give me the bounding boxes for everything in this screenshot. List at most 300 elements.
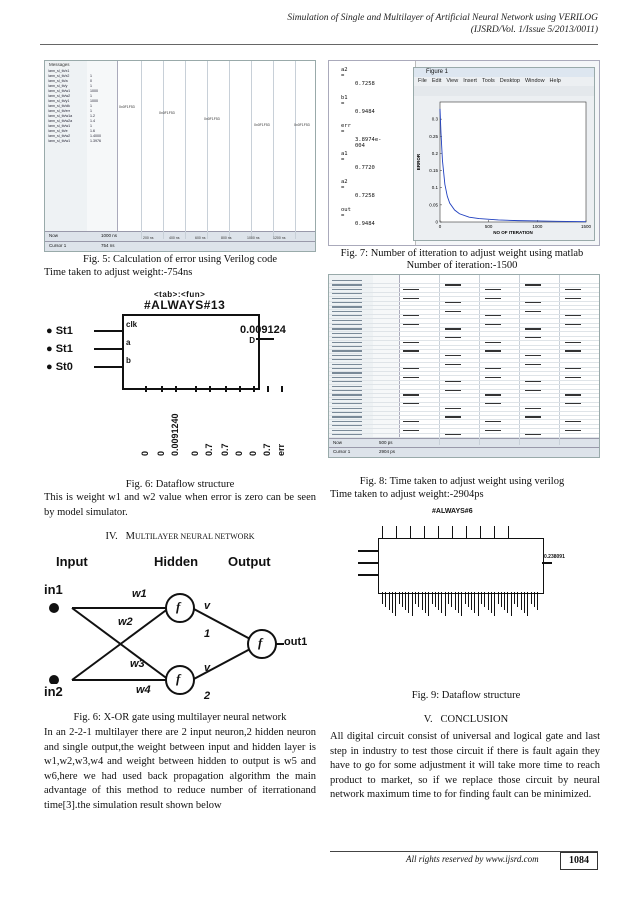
signal-value-mark — [565, 403, 581, 404]
signal-value-mark — [403, 421, 419, 422]
fig9-pin — [392, 592, 393, 613]
fig9-pin — [468, 592, 469, 607]
signal-value: 1 — [90, 124, 92, 128]
bottom-pin — [239, 386, 241, 392]
signal-value-mark — [485, 298, 501, 299]
signal-name-bar — [332, 416, 362, 417]
fig9-pin — [435, 592, 436, 607]
signal-value-mark — [565, 430, 581, 431]
mlp-diagram — [44, 550, 316, 710]
signal-name-bar — [332, 408, 362, 409]
signal-name-bar — [332, 386, 362, 387]
signal-value: 1 — [90, 84, 92, 88]
fig9-pin — [465, 592, 466, 604]
signal-value-mark — [565, 421, 581, 422]
signal-value-mark — [403, 350, 419, 351]
fig9-pin — [527, 592, 528, 616]
bottom-pin — [281, 386, 283, 392]
label-in1: in1 — [44, 582, 63, 597]
error-chart — [414, 98, 594, 246]
signal-value: 1.4 — [90, 119, 95, 123]
signal-name-bar — [332, 372, 362, 373]
signal-name-bar — [332, 328, 362, 329]
signal-value-mark — [525, 408, 541, 409]
fig9-block-title: #ALWAYS#6 — [432, 508, 473, 515]
fig7-caption: Fig. 7: Number of itteration to adjust weight using matlab Number of iteration:-1500 — [340, 248, 584, 271]
cmd-line: 0.9484 — [355, 109, 375, 115]
signal-value-mark — [485, 315, 501, 316]
signal-value-mark — [485, 368, 501, 369]
signal-name: /ann_sl_tb/e — [48, 129, 68, 133]
signal-value: 1.3976 — [90, 139, 101, 143]
signal-value-mark — [445, 408, 461, 409]
fig5-status-bar: Now 1000 ns — [45, 231, 315, 241]
fig9-top-pin — [508, 526, 509, 538]
label-v: v — [204, 600, 211, 612]
y-axis-label: ERROR — [416, 153, 421, 171]
signal-name: /ann_sl_tb/y — [48, 84, 68, 88]
time-tick: 600 ns — [195, 236, 206, 240]
signal-value-mark — [565, 298, 581, 299]
signal-value-mark — [445, 328, 461, 329]
fig9-always-block — [378, 538, 544, 594]
signal-name: /ann_sl_tb/w1a — [48, 114, 73, 118]
fig8-status-bar: Now 500 ps — [329, 438, 599, 448]
input-node-1 — [49, 603, 59, 613]
signal-name-bar — [332, 311, 362, 312]
signal-value-mark — [445, 364, 461, 365]
fig9-pin — [422, 592, 423, 610]
fig5-signal-values — [87, 61, 118, 251]
cmd-line: 0.7258 — [355, 81, 375, 87]
cmd-line: 0.7258 — [355, 193, 375, 199]
x-tick-label: 500 — [484, 224, 493, 229]
signal-name: /ann_sl_tb/y1 — [48, 99, 70, 103]
signal-name-bar — [332, 399, 362, 400]
signal-value-mark — [485, 403, 501, 404]
fig9-pin — [517, 592, 518, 607]
signal-value-mark — [485, 377, 501, 378]
signal-name: /ann_sl_tb/w1 — [48, 124, 71, 128]
y-tick-label: 0.05 — [429, 202, 438, 208]
bottom-label: 0 — [190, 450, 200, 456]
fig9-pin — [455, 592, 456, 610]
signal-name: /ann_sl_tb/w2 — [48, 134, 71, 138]
x-axis-label: NO OF ITERATION — [493, 230, 533, 235]
time-tick: 400 ns — [169, 236, 180, 240]
menu-window[interactable]: Window — [524, 78, 545, 84]
edge-v2 — [192, 648, 252, 680]
fig6-wire-3 — [94, 366, 122, 368]
signal-name: /ann_sl_tb/w2 — [48, 94, 71, 98]
signal-value-mark — [525, 434, 541, 435]
signal-value-mark — [485, 350, 501, 351]
fig6b-caption: Fig. 6: X-OR gate using multilayer neural network — [73, 712, 287, 723]
fig9-pin — [531, 592, 532, 604]
signal-name-bar — [332, 315, 362, 316]
bus-value: 0x0F1F53 — [119, 105, 135, 109]
fig9-pin — [478, 592, 479, 616]
signal-value-mark — [565, 342, 581, 343]
fig9-pin — [451, 592, 452, 607]
bottom-label: 0 — [140, 450, 150, 456]
signal-value-mark — [525, 355, 541, 356]
signal-value-mark — [445, 302, 461, 303]
signal-value-mark — [525, 284, 541, 285]
fig9-pin — [418, 592, 419, 607]
fig6-dataflow — [44, 290, 316, 476]
signal-value-mark — [525, 390, 541, 391]
signal-name-bar — [332, 390, 362, 391]
signal-name-bar — [332, 346, 362, 347]
y-tick-label: 0.1 — [431, 185, 438, 191]
bottom-pin — [225, 386, 227, 392]
fig9-pin — [514, 592, 515, 604]
fig8-cursor-bar: Cursor 1 2904 ps — [329, 447, 599, 457]
cmd-line: 0.9484 — [355, 221, 375, 227]
signal-value: 1000 — [90, 89, 98, 93]
fig6-block-sub: <tab>:<fun> — [154, 290, 206, 299]
signal-name-bar — [332, 342, 362, 343]
edge-v1 — [192, 608, 252, 640]
signal-value-mark — [525, 381, 541, 382]
signal-name-bar — [332, 403, 362, 404]
signal-name-bar — [332, 350, 362, 351]
signal-name-bar — [332, 298, 362, 299]
bottom-label: err — [276, 443, 286, 456]
bottom-pin — [209, 386, 211, 392]
fig9-pin — [511, 592, 512, 616]
fig9-out-wire — [542, 562, 552, 564]
output-f: f — [258, 635, 263, 650]
fig5-waveform — [44, 60, 316, 252]
signal-value-mark — [403, 324, 419, 325]
fig9-pin — [458, 592, 459, 613]
signal-value-mark — [565, 394, 581, 395]
signal-name-bar — [332, 359, 362, 360]
signal-name: /ann_sl_tb/clk — [48, 104, 70, 108]
fig9-pin — [491, 592, 492, 613]
fig7-matlab — [328, 60, 600, 246]
label-v2: v — [204, 662, 211, 674]
signal-value: 1.6 — [90, 129, 95, 133]
x-tick-label: 0 — [438, 224, 442, 229]
time-tick: 1000 ns — [247, 236, 260, 240]
signal-value-mark — [445, 284, 461, 285]
signal-value-mark — [485, 342, 501, 343]
fig9-top-pin — [396, 526, 397, 538]
fig9-top-pin — [480, 526, 481, 538]
fig9-pin — [385, 592, 386, 607]
fig9-pin — [425, 592, 426, 613]
fig9-pin — [501, 592, 502, 607]
time-weight-754: Time taken to adjust weight:-754ns — [44, 267, 193, 278]
fig9-pin — [412, 592, 413, 616]
fig5-cursor-bar: Cursor 1 754 ns — [45, 241, 315, 251]
signal-value: 1 — [90, 94, 92, 98]
signal-value-mark — [403, 377, 419, 378]
signal-name-bar — [332, 412, 362, 413]
fig9-pin — [438, 592, 439, 610]
fig8-waveform — [328, 274, 600, 458]
header-title: Simulation of Single and Multilayer of Artificial Neural Network using VERILOG — [287, 13, 598, 23]
cmd-line: a2 = — [341, 179, 348, 191]
fig9-pin — [474, 592, 475, 613]
matlab-command-window — [329, 61, 416, 245]
fig9-pin — [537, 592, 538, 610]
cmd-line: out = — [341, 207, 351, 219]
fig9-pin — [382, 592, 383, 604]
y-tick-label: 0.25 — [429, 133, 438, 139]
fig9-pin — [494, 592, 495, 616]
signal-row — [329, 433, 599, 438]
bus-value: 0x0F1F53 — [159, 111, 175, 115]
footer-site-link[interactable]: www.ijsrd.com — [485, 854, 539, 864]
para-w1-w2: This is weight w1 and w2 value when error is zero can be seen by model simulator. — [44, 492, 316, 518]
fig9-top-pin — [452, 526, 453, 538]
signal-name-bar — [332, 434, 362, 435]
label-input: Input — [56, 554, 88, 569]
fig9-pin — [504, 592, 505, 610]
menu-edit[interactable]: Edit — [431, 78, 442, 84]
signal-value-mark — [403, 403, 419, 404]
signal-name-bar — [332, 302, 362, 303]
signal-value-mark — [485, 394, 501, 395]
bottom-label: 0.7 — [220, 443, 230, 456]
signal-name-bar — [332, 333, 362, 334]
signal-name: /ann_sl_tb/x2 — [48, 74, 70, 78]
bottom-label: 0.7 — [204, 443, 214, 456]
grid-line — [251, 61, 252, 239]
fig6-caption: Fig. 6: Dataflow structure — [125, 479, 235, 490]
fig9-top-pin — [494, 526, 495, 538]
fig9-pin — [445, 592, 446, 616]
signal-name: /ann_sl_tb/a — [48, 79, 68, 83]
fig9-dataflow — [330, 506, 598, 686]
bottom-pin — [175, 386, 177, 392]
fig5-signal-names — [45, 61, 88, 251]
bottom-label: 0 — [156, 450, 166, 456]
figure-title: Figure 1 — [414, 68, 594, 77]
fig9-pin — [405, 592, 406, 610]
fig6-port-a: a — [126, 338, 131, 347]
signal-name-bar — [332, 425, 362, 426]
signal-value: 1 — [90, 74, 92, 78]
signal-value-mark — [485, 289, 501, 290]
y-tick-label: 0.3 — [431, 116, 438, 122]
fig6-wire-2 — [94, 348, 122, 350]
label-hidden: Hidden — [154, 554, 199, 569]
signal-value-mark — [403, 394, 419, 395]
bus-value: 0x0F1F53 — [294, 123, 310, 127]
label-w3: w3 — [130, 658, 145, 670]
bottom-label: 0.0091240 — [170, 413, 180, 456]
label-1: 1 — [204, 628, 211, 640]
signal-value-mark — [403, 298, 419, 299]
para-conclusion: All digital circuit consist of universal and logical gate and last step in industry to test those circuit if there is fault again they have to go for some adjustment it will take more time to reach product to market, so if we replace those circuit by neural network maximum time to for finding fault can be minimized. — [330, 731, 600, 800]
fig9-pin — [481, 592, 482, 604]
cmd-line: err = — [341, 123, 351, 135]
signal-value-mark — [525, 416, 541, 417]
signal-name-bar — [332, 381, 362, 382]
signal-value-mark — [403, 315, 419, 316]
menu-insert[interactable]: Insert — [463, 78, 477, 84]
signal-value-mark — [403, 342, 419, 343]
menu-file[interactable]: File — [418, 78, 427, 84]
fig9-caption: Fig. 9: Dataflow structure — [411, 690, 521, 701]
bottom-pin — [161, 386, 163, 392]
bottom-pin — [195, 386, 197, 392]
y-tick-label: 0.2 — [431, 150, 438, 156]
signal-value-mark — [403, 368, 419, 369]
signal-value-mark — [485, 430, 501, 431]
bottom-label: 0.7 — [262, 443, 272, 456]
signal-name-bar — [332, 320, 362, 321]
signal-value-mark — [445, 311, 461, 312]
fig6-wire-1 — [94, 330, 122, 332]
signal-value: 1 — [90, 104, 92, 108]
grid-line — [229, 61, 230, 239]
signal-value-mark — [565, 324, 581, 325]
fig6-port-b: b — [126, 356, 131, 365]
menu-desktop[interactable]: Desktop — [499, 78, 520, 84]
cmd-line: 3.8974e-004 — [355, 137, 382, 149]
signal-name: /ann_sl_tb/x1 — [48, 69, 70, 73]
signal-value-mark — [485, 324, 501, 325]
signal-name-bar — [332, 280, 362, 281]
x-tick-label: 1500 — [580, 224, 592, 229]
fig9-pin — [534, 592, 535, 607]
fig9-pin — [524, 592, 525, 613]
signal-name-bar — [332, 368, 362, 369]
signal-name: /ann_sl_tb/err — [48, 109, 70, 113]
signal-value-mark — [565, 289, 581, 290]
fig8-caption: Fig. 8: Time taken to adjust weight using verilog — [359, 476, 565, 487]
signal-value-mark — [565, 368, 581, 369]
fig9-pin — [448, 592, 449, 604]
fig9-pin — [415, 592, 416, 604]
signal-name: /ann_sl_tb/w1 — [48, 139, 71, 143]
fig9-pin — [488, 592, 489, 610]
fig9-top-pin — [410, 526, 411, 538]
signal-value: 1 — [90, 109, 92, 113]
signal-value: 1.2 — [90, 114, 95, 118]
label-w2: w2 — [118, 616, 133, 628]
fig9-pin — [461, 592, 462, 616]
fig6-port-clk: clk — [126, 320, 138, 329]
signal-value-mark — [403, 430, 419, 431]
signal-value-mark — [403, 289, 419, 290]
x-tick-label: 1000 — [532, 224, 543, 229]
footer-rule — [330, 851, 598, 852]
signal-name-bar — [332, 355, 362, 356]
fig9-top-pin — [424, 526, 425, 538]
menu-help[interactable]: Help — [549, 78, 561, 84]
fig6-input-2: ● St1 — [46, 343, 73, 355]
fig6-output-value: 0.009124 — [240, 324, 286, 336]
plot-area — [440, 102, 586, 222]
fig9-top-pin — [382, 526, 383, 538]
y-tick-label: 0 — [435, 219, 438, 225]
bottom-label: 0 — [248, 450, 258, 456]
fig9-pin — [408, 592, 409, 613]
cmd-line: a1 = — [341, 151, 348, 163]
signal-value-mark — [445, 337, 461, 338]
matlab-figure-window — [413, 67, 595, 241]
grid-line — [185, 61, 186, 239]
label-output: Output — [228, 554, 271, 569]
fig9-in-wire-1 — [358, 550, 378, 552]
figure-menu — [414, 77, 594, 86]
grid-line — [141, 61, 142, 239]
fig9-pin — [484, 592, 485, 607]
signal-name: /ann_sl_tb/w2a — [48, 119, 73, 123]
section-4-heading: IV. MULTILAYER NEURAL NETWORK — [105, 531, 255, 542]
header-volume: (IJSRD/Vol. 1/Issue 5/2013/0011) — [470, 25, 598, 35]
running-header — [287, 12, 598, 36]
bus-value: 0x0F1F53 — [204, 117, 220, 121]
label-out1: out1 — [284, 636, 308, 648]
menu-view[interactable]: View — [446, 78, 459, 84]
signal-value-mark — [485, 421, 501, 422]
fig9-pin — [428, 592, 429, 616]
y-tick-label: 0.15 — [429, 168, 438, 174]
signal-value-mark — [525, 364, 541, 365]
fig9-pin — [498, 592, 499, 604]
cmd-line: a2 = — [341, 67, 348, 79]
label-2: 2 — [204, 690, 211, 702]
signal-value-mark — [565, 377, 581, 378]
signal-value-mark — [525, 328, 541, 329]
label-w1: w1 — [132, 588, 147, 600]
page-number: 1084 — [560, 852, 598, 870]
fig9-pin — [441, 592, 442, 613]
fig9-pin — [507, 592, 508, 613]
fig6-port-d: D — [249, 336, 255, 345]
fig9-pin — [395, 592, 396, 616]
grid-line — [273, 61, 274, 239]
signal-value-mark — [525, 311, 541, 312]
signal-name-bar — [332, 293, 362, 294]
fig9-pin — [432, 592, 433, 604]
signal-name-bar — [332, 394, 362, 395]
fig6-input-3: ● St0 — [46, 361, 73, 373]
cmd-line: b1 = — [341, 95, 348, 107]
signal-value-mark — [565, 350, 581, 351]
grid-line — [207, 61, 208, 239]
bottom-pin — [267, 386, 269, 392]
label-in2: in2 — [44, 684, 63, 699]
cmd-line: 0.7720 — [355, 165, 375, 171]
fig9-in-wire-2 — [358, 562, 378, 564]
fig5-names-header: Messages — [49, 62, 70, 67]
time-tick: 1200 ns — [273, 236, 286, 240]
signal-name-bar — [332, 421, 362, 422]
bottom-pin — [253, 386, 255, 392]
label-w4: w4 — [136, 684, 151, 696]
signal-name-bar — [332, 306, 362, 307]
signal-value-mark — [445, 355, 461, 356]
bottom-label: 0 — [234, 450, 244, 456]
fig6-out-wire — [256, 338, 274, 340]
signal-value-mark — [445, 434, 461, 435]
signal-name-bar — [332, 324, 362, 325]
signal-value-mark — [565, 315, 581, 316]
hidden2-f: f — [176, 671, 181, 686]
fig6-input-1: ● St1 — [46, 325, 73, 337]
fig5-caption: Fig. 5: Calculation of error using Verilog code — [82, 254, 278, 265]
menu-tools[interactable]: Tools — [481, 78, 495, 84]
